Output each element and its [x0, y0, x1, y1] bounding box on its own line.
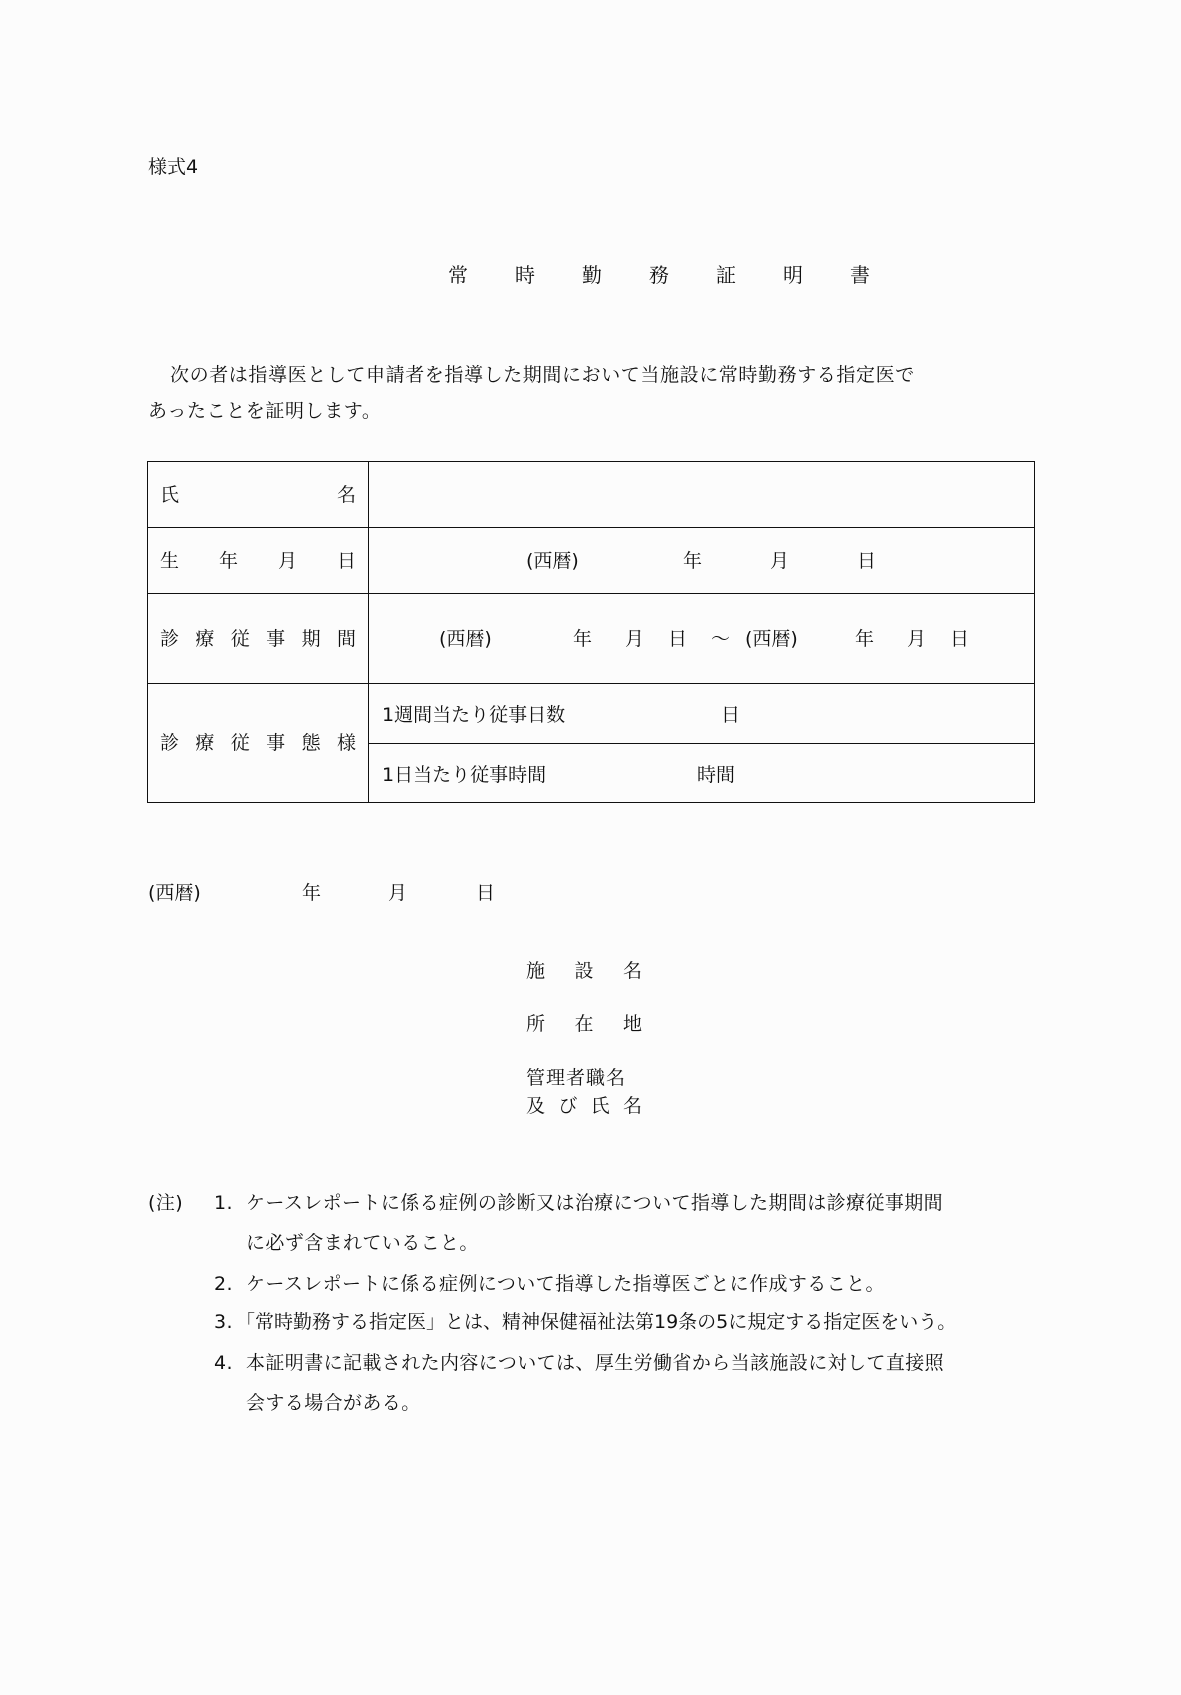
- note-1-number: 1.: [214, 1192, 233, 1214]
- period-end-year: 年: [855, 628, 875, 650]
- column-divider: [368, 462, 369, 802]
- issue-date-year: 年: [302, 882, 322, 904]
- title-char: 務: [649, 263, 669, 287]
- manager-title-label: 管理者職名: [526, 1067, 627, 1089]
- birth-date-month: 月: [770, 550, 790, 572]
- title-char: 時: [515, 263, 535, 287]
- days-unit: 日: [721, 704, 741, 726]
- intro-text-line-1: 次の者は指導医として申請者を指導した期間において当施設に常時勤務する指定医で: [170, 364, 915, 386]
- issue-date-day: 日: [476, 882, 496, 904]
- birth-date-era: (西暦): [526, 550, 579, 572]
- name-value-field[interactable]: [370, 462, 1034, 527]
- label-practice-mode: 診 療 従 事 態 様: [160, 732, 356, 754]
- row-divider: [148, 593, 1034, 594]
- note-2-line-1: ケースレポートに係る症例について指導した指導医ごとに作成すること。: [246, 1273, 885, 1295]
- title-char: 常: [448, 263, 468, 287]
- period-end-day: 日: [950, 628, 970, 650]
- row-divider: [148, 527, 1034, 528]
- location-label: 所 在 地: [526, 1013, 642, 1035]
- hours-per-day-label: 1日当たり従事時間: [382, 764, 547, 786]
- label-birth-date: 生 年 月 日: [160, 550, 356, 572]
- period-separator: ～: [711, 628, 731, 650]
- note-1-line-1: ケースレポートに係る症例の診断又は治療について指導した期間は診療従事期間: [246, 1192, 944, 1214]
- note-4-line-1: 本証明書に記載された内容については、厚生労働省から当該施設に対して直接照: [246, 1352, 945, 1374]
- issue-date-era: (西暦): [148, 882, 201, 904]
- title-char: 書: [850, 263, 870, 287]
- label-name: 氏 名: [160, 484, 356, 506]
- note-1-line-2: に必ず含まれていること。: [246, 1232, 479, 1254]
- title-char: 明: [783, 263, 803, 287]
- note-4-line-2: 会する場合がある。: [246, 1392, 421, 1414]
- sub-row-divider: [369, 743, 1034, 744]
- period-end-month: 月: [907, 628, 927, 650]
- note-4-number: 4.: [214, 1352, 233, 1374]
- issue-date-month: 月: [388, 882, 408, 904]
- period-start-day: 日: [668, 628, 688, 650]
- period-start-era: (西暦): [439, 628, 492, 650]
- label-practice-period: 診 療 従 事 期 間: [160, 628, 356, 650]
- hours-unit: 時間: [697, 764, 736, 786]
- note-3-line-1: 「常時勤務する指定医」とは、精神保健福祉法第19条の5に規定する指定医をいう。: [236, 1311, 957, 1333]
- days-per-week-label: 1週間当たり従事日数: [382, 704, 566, 726]
- manager-name-label: 及 び 氏 名: [526, 1095, 642, 1117]
- title-char: 証: [716, 263, 736, 287]
- title-char: 勤: [582, 263, 602, 287]
- notes-prefix: (注): [148, 1192, 184, 1214]
- period-start-year: 年: [573, 628, 593, 650]
- document-title: [448, 259, 917, 288]
- certificate-table: [147, 461, 1035, 803]
- form-number: 様式4: [148, 156, 199, 178]
- intro-text-line-2: あったことを証明します。: [148, 400, 382, 422]
- birth-date-year: 年: [683, 550, 703, 572]
- birth-date-day: 日: [857, 550, 877, 572]
- note-2-number: 2.: [214, 1273, 233, 1295]
- period-start-month: 月: [625, 628, 645, 650]
- row-divider: [148, 683, 1034, 684]
- facility-name-label: 施 設 名: [526, 960, 642, 982]
- note-3-number: 3.: [214, 1311, 233, 1333]
- period-end-era: (西暦): [745, 628, 798, 650]
